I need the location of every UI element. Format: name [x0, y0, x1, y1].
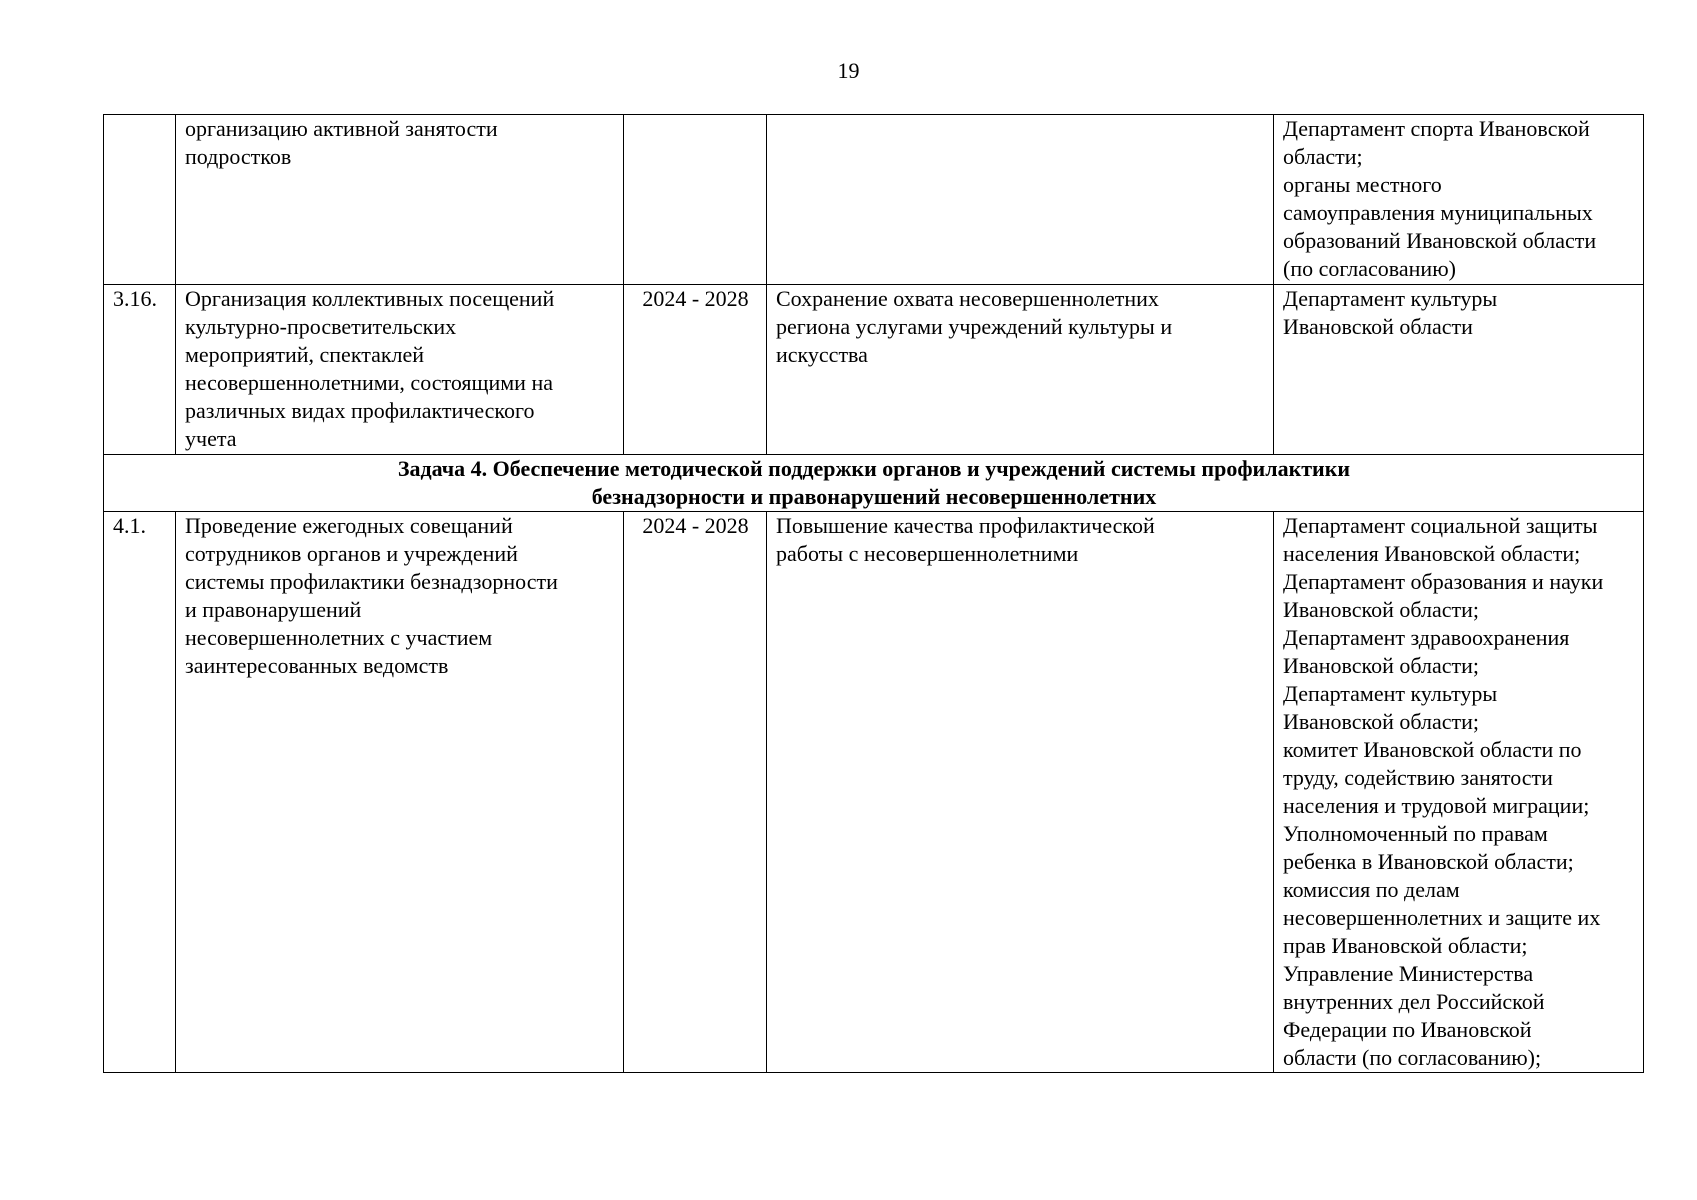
text-line: Ивановской области;: [1283, 653, 1480, 678]
period-cell: 2024 - 2028: [624, 285, 767, 455]
measures-table: [103, 114, 1644, 1073]
text-line: Департамент социальной защиты: [1283, 513, 1598, 538]
measure-cell: [176, 115, 624, 285]
period-cell: [624, 115, 767, 285]
text-line: сотрудников органов и учреждений: [185, 541, 518, 566]
text-line: Проведение ежегодных совещаний: [185, 513, 513, 538]
text-line: различных видах профилактического: [185, 398, 535, 423]
result-cell: [767, 512, 1274, 1073]
page-number: 19: [837, 58, 860, 83]
text-line: области (по согласованию);: [1283, 1045, 1542, 1070]
measure-cell: [176, 285, 624, 455]
text-line: Ивановской области;: [1283, 597, 1480, 622]
text-line: Федерации по Ивановской: [1283, 1017, 1532, 1042]
text-line: Уполномоченный по правам: [1283, 821, 1548, 846]
text-line: заинтересованных ведомств: [185, 653, 449, 678]
text-line: области;: [1283, 144, 1363, 169]
text-line: Департамент спорта Ивановской: [1283, 116, 1590, 141]
section-line: безнадзорности и правонарушений несовершеннолетних: [591, 484, 1157, 509]
text-line: культурно-просветительских: [185, 314, 457, 339]
text-line: самоуправления муниципальных: [1283, 200, 1593, 225]
text-line: труду, содействию занятости: [1283, 765, 1553, 790]
text-line: и правонарушений: [185, 597, 362, 622]
text-line: населения и трудовой миграции;: [1283, 793, 1590, 818]
text-line: искусства: [776, 342, 868, 367]
text-line: (по согласованию): [1283, 256, 1456, 281]
text-line: Ивановской области: [1283, 314, 1473, 339]
table-row: [104, 285, 1644, 455]
text-line: комиссия по делам: [1283, 877, 1460, 902]
text-line: комитет Ивановской области по: [1283, 737, 1582, 762]
table-row: [104, 512, 1644, 1073]
section-row: [104, 455, 1644, 512]
text-line: системы профилактики безнадзорности: [185, 569, 558, 594]
text-line: органы местного: [1283, 172, 1442, 197]
text-line: прав Ивановской области;: [1283, 933, 1528, 958]
text-line: региона услугами учреждений культуры и: [776, 314, 1173, 339]
text-line: несовершеннолетними, состоящими на: [185, 370, 553, 395]
result-cell: [767, 285, 1274, 455]
text-line: Ивановской области;: [1283, 709, 1480, 734]
text-line: Управление Министерства: [1283, 961, 1534, 986]
period-cell: 2024 - 2028: [624, 512, 767, 1073]
text-line: Организация коллективных посещений: [185, 286, 555, 311]
text-line: Повышение качества профилактической: [776, 513, 1155, 538]
text-line: работы с несовершеннолетними: [776, 541, 1079, 566]
text-line: несовершеннолетних с участием: [185, 625, 493, 650]
table-row: [104, 115, 1644, 285]
executors-cell: [1274, 115, 1644, 285]
text-line: ребенка в Ивановской области;: [1283, 849, 1574, 874]
text-line: мероприятий, спектаклей: [185, 342, 425, 367]
text-line: внутренних дел Российской: [1283, 989, 1545, 1014]
text-line: Департамент культуры: [1283, 681, 1498, 706]
text-line: Департамент здравоохранения: [1283, 625, 1570, 650]
text-line: Департамент культуры: [1283, 286, 1498, 311]
section-heading: [104, 455, 1644, 512]
section-line: Задача 4. Обеспечение методической поддержки органов и учреждений системы профилактики: [397, 456, 1351, 481]
text-line: Департамент образования и науки: [1283, 569, 1604, 594]
text-line: образований Ивановской области: [1283, 228, 1597, 253]
text-line: организацию активной занятости: [185, 116, 498, 141]
row-number: [104, 115, 176, 285]
text-line: населения Ивановской области;: [1283, 541, 1581, 566]
text-line: подростков: [185, 144, 292, 169]
row-number: 4.1.: [104, 512, 176, 1073]
text-line: несовершеннолетних и защите их: [1283, 905, 1601, 930]
result-cell: [767, 115, 1274, 285]
executors-cell: [1274, 512, 1644, 1073]
measure-cell: [176, 512, 624, 1073]
executors-cell: [1274, 285, 1644, 455]
text-line: Сохранение охвата несовершеннолетних: [776, 286, 1159, 311]
row-number: 3.16.: [104, 285, 176, 455]
text-line: учета: [185, 426, 237, 451]
